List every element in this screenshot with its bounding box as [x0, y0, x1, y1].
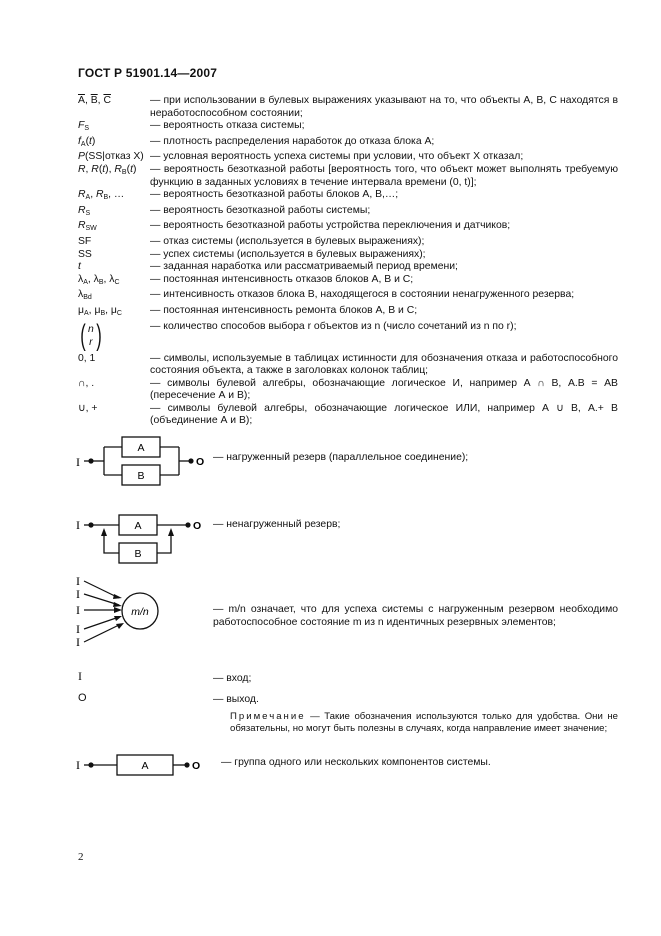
- def-row: [78, 120, 618, 136]
- def-row: [78, 274, 618, 290]
- block-b-label: B: [137, 470, 145, 482]
- def-desc: — отказ системы (используется в булевых выражениях);: [150, 235, 425, 247]
- block-a-label: A: [141, 760, 149, 772]
- def-row: [78, 220, 618, 236]
- def-symbol: $\lambda_{Bd}$: [78, 289, 92, 302]
- def-desc: — при использовании в булевых выражениях указывают на то, что объекты А, В, С находятся в неработоспособном состоянии;: [150, 95, 618, 119]
- single-block-caption: — группа одного или нескольких компонентов системы.: [221, 757, 491, 768]
- def-desc: — символы булевой алгебры, обозначающие логическое И, например А ∩ В, А.В = АВ (пересечение А и В);: [150, 377, 618, 402]
- note-text: — Такие обозначения используются только для удобства. Они не обязательны, но могут быть полезны в случаях, когда направление имеет значение;: [230, 711, 618, 735]
- def-desc: — символы булевой алгебры, обозначающие логическое ИЛИ, например А ∪ В, А.+ В (объединение А и В);: [150, 402, 618, 427]
- note: [230, 711, 618, 736]
- def-symbol: SS: [78, 248, 92, 260]
- def-desc: — вероятность отказа системы;: [150, 120, 305, 132]
- def-row: [78, 164, 618, 189]
- block-a-label: A: [134, 520, 142, 532]
- def-row: [78, 249, 618, 262]
- def-row: [78, 305, 618, 321]
- note-label: Примечание: [230, 711, 306, 722]
- def-symbol: $\mu_A$, $\mu_B$, $\mu_C$: [78, 304, 122, 317]
- standby-diagram: [76, 512, 216, 564]
- input-symbol: I: [76, 587, 80, 601]
- def-symbol: ∪, +: [78, 402, 98, 414]
- input-symbol: I: [76, 758, 80, 772]
- def-symbol: $\overline{A}$, $\overline{B}$, $\overline{C}$: [78, 95, 111, 106]
- def-symbol: R, R(t), $R_B(t)$: [78, 163, 137, 176]
- def-desc: — вероятность безотказной работы устройства переключения и датчиков;: [150, 220, 511, 232]
- def-symbol: $R_{SW}$: [78, 220, 97, 233]
- def-desc: — постоянная интенсивность ремонта блоков А, В и С;: [150, 304, 418, 316]
- parallel-caption: — нагруженный резерв (параллельное соединение);: [213, 452, 469, 463]
- def-row: [78, 136, 618, 152]
- block-a-label: A: [137, 442, 145, 454]
- def-symbol: $R_S$: [78, 204, 91, 217]
- def-row: [78, 205, 618, 221]
- def-symbol: $F_S$: [78, 120, 90, 133]
- def-row: [78, 236, 618, 249]
- output-symbol: O: [193, 520, 202, 532]
- block-b-label: B: [134, 548, 142, 560]
- def-desc: — интенсивность отказов блока В, находящегося в состоянии ненагруженного резерва;: [150, 289, 575, 301]
- input-symbol: I: [76, 455, 80, 469]
- def-desc: — вероятность безотказной работы блоков А, В,…;: [150, 189, 399, 201]
- def-desc: — постоянная интенсивность отказов блоков А, В и С;: [150, 273, 414, 285]
- mofn-caption: — m/n означает, что для успеха системы с нагруженным резервом необходимо работоспособное состояние m из n идентичных резервных элементов;: [213, 604, 618, 628]
- input-symbol: I: [76, 603, 80, 617]
- def-desc: — символы, используемые в таблицах истинности для обозначения отказа и работоспособного состояния объекта, а также в заголовках колонок таблиц;: [150, 352, 618, 377]
- mofn-label: m/n: [131, 606, 149, 618]
- input-caption: — вход;: [213, 673, 252, 684]
- def-row: [78, 353, 618, 378]
- standby-caption: — ненагруженный резерв;: [213, 519, 341, 530]
- def-desc: — вероятность безотказной работы [вероятность того, что объект может выполнять требуемую функцию в заданных условиях в течение интервала времени (0, t)];: [150, 163, 618, 188]
- def-symbol: 0, 1: [78, 352, 96, 364]
- def-desc: — условная вероятность успеха системы при условии, что объект X отказал;: [150, 151, 524, 163]
- def-symbol: $\lambda_A$, $\lambda_B$, $\lambda_C$: [78, 273, 120, 286]
- def-desc: — количество способов выбора r объектов из n (число сочетаний из n по r);: [150, 320, 517, 332]
- def-desc: — успех системы (используется в булевых выражениях);: [150, 248, 426, 260]
- def-row: [78, 289, 618, 305]
- mofn-diagram: [76, 574, 176, 648]
- def-symbol: $f_A(t)$: [78, 135, 96, 148]
- def-row: [78, 151, 618, 164]
- binomial-symbol: ( n r ): [80, 318, 102, 352]
- def-symbol: ∩, .: [78, 377, 95, 389]
- input-symbol: I: [76, 574, 80, 588]
- def-symbol: [78, 318, 150, 352]
- output-symbol: O: [78, 692, 87, 704]
- def-symbol: P(SS|отказ X): [78, 151, 144, 163]
- output-symbol: O: [192, 760, 201, 772]
- input-symbol: I: [76, 518, 80, 532]
- input-symbol: I: [76, 635, 80, 648]
- def-symbol: $R_A$, $R_B$, …: [78, 189, 125, 202]
- def-row: [78, 403, 618, 428]
- def-desc: — заданная наработка или рассматриваемый период времени;: [150, 261, 458, 273]
- def-desc: — вероятность безотказной работы системы;: [150, 204, 371, 216]
- def-desc: — плотность распределения наработок до отказа блока А;: [150, 135, 435, 147]
- page-number: 2: [78, 851, 84, 863]
- def-row: [78, 189, 618, 205]
- single-block-diagram: [76, 751, 216, 779]
- input-symbol: I: [78, 669, 82, 683]
- page-header: ГОСТ Р 51901.14—2007: [78, 66, 218, 80]
- definitions-list: [78, 95, 618, 428]
- def-row: [78, 261, 618, 274]
- def-row: [78, 378, 618, 403]
- def-row: [78, 95, 618, 120]
- parallel-diagram: [76, 432, 216, 490]
- def-symbol: t: [78, 261, 81, 273]
- def-symbol: SF: [78, 235, 92, 247]
- output-caption: — выход.: [213, 694, 259, 705]
- input-symbol: I: [76, 622, 80, 636]
- output-symbol: O: [196, 456, 205, 468]
- def-row: [78, 318, 618, 352]
